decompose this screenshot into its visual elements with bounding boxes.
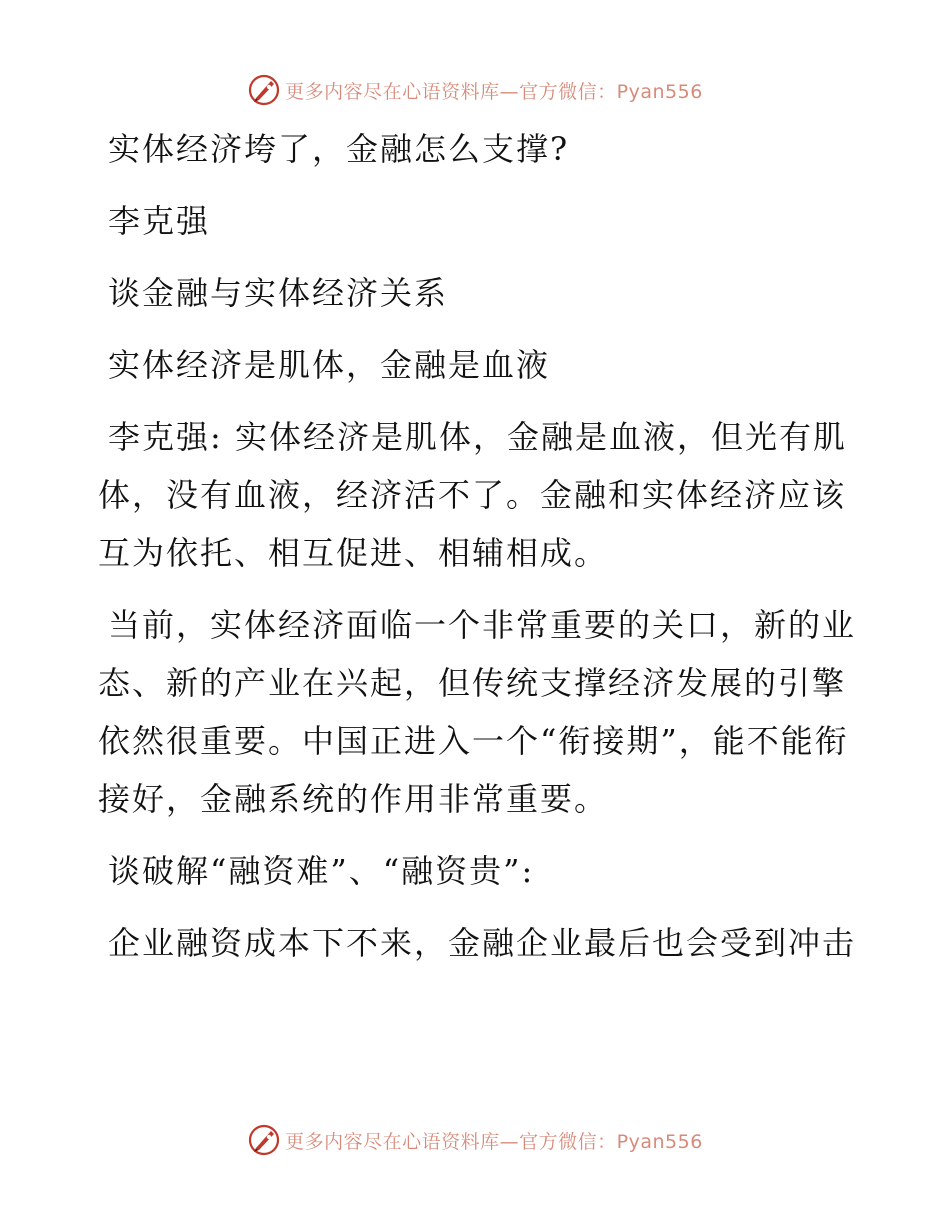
quill-pen-logo-icon bbox=[247, 1123, 281, 1157]
body-paragraph: 当前，实体经济面临一个非常重要的关口，新的业态、新的产业在兴起，但传统支撑经济发展的引擎依然很重要。中国正进入一个“衔接期”，能不能衔接好，金融系统的作用非常重要。 bbox=[98, 606, 857, 818]
document-body bbox=[98, 120, 858, 986]
subheading: 实体经济是肌体，金融是血液 bbox=[108, 346, 551, 384]
quill-pen-logo-icon bbox=[247, 73, 281, 107]
footer-watermark bbox=[0, 1120, 950, 1160]
section-heading: 谈金融与实体经济关系 bbox=[108, 274, 449, 312]
article-title: 实体经济垮了，金融怎么支撑? bbox=[108, 130, 570, 168]
section-heading: 谈破解“融资难”、“融资贵”: bbox=[108, 852, 535, 890]
header-watermark bbox=[0, 70, 950, 110]
watermark-text: 更多内容尽在心语资料库—官方微信：Pyan556 bbox=[285, 1130, 703, 1153]
subheading: 企业融资成本下不来，金融企业最后也会受到冲击 bbox=[108, 924, 857, 962]
body-paragraph: 李克强: 实体经济是肌体，金融是血液，但光有肌体，没有血液，经济活不了。金融和实体经济应该互为依托、相互促进、相辅相成。 bbox=[98, 418, 847, 572]
watermark-text: 更多内容尽在心语资料库—官方微信：Pyan556 bbox=[285, 80, 703, 103]
author-name: 李克强 bbox=[108, 202, 211, 240]
